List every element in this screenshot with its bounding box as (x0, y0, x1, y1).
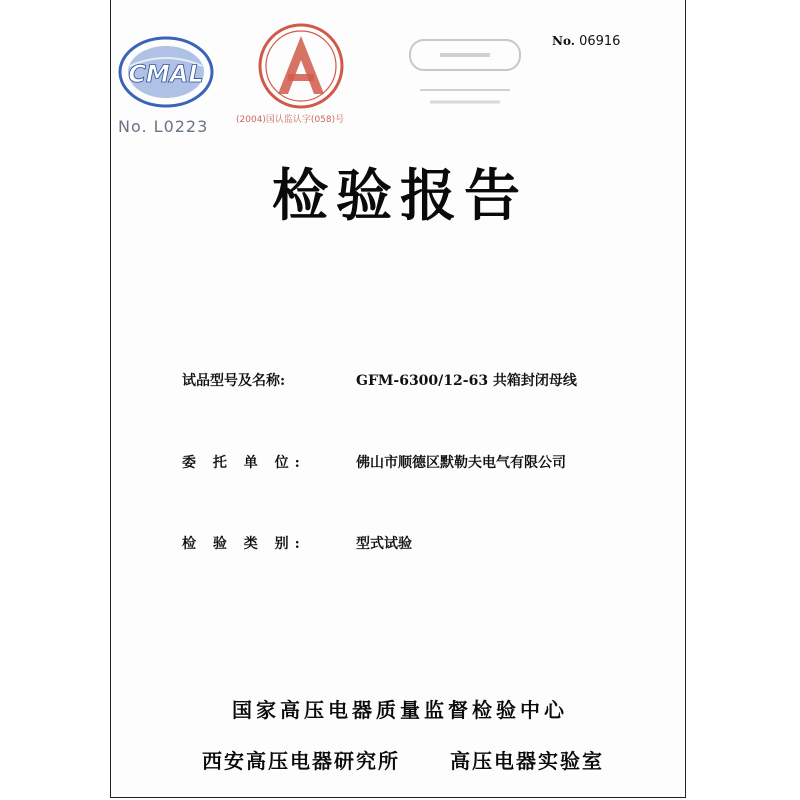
laboratory-name: 高压电器实验室 (450, 749, 604, 773)
page-title: 检验报告 (272, 164, 528, 229)
issuing-center-name: 国家高压电器质量监督检验中心 (232, 698, 568, 722)
report-number-label: No. (552, 34, 575, 48)
client-label: 委 托 单 位: (182, 455, 306, 471)
report-number-value: 06916 (579, 34, 621, 49)
client-value: 佛山市顺德区默勒夫电气有限公司 (356, 455, 566, 471)
faded-stamp-logo (400, 30, 530, 120)
sample-model-value: GFM-6300/12-63 共箱封闭母线 (356, 373, 577, 389)
cma-logo (116, 30, 216, 112)
test-type-label: 检 验 类 别: (182, 536, 306, 552)
report-number (552, 34, 620, 49)
cma-certificate-number: No. L0223 (118, 117, 209, 136)
test-type-value: 型式试验 (356, 536, 412, 552)
cal-logo (250, 20, 352, 114)
institute-name: 西安高压电器研究所 (202, 749, 400, 773)
cal-accreditation-caption: (2004)国认监认字(058)号 (236, 115, 345, 125)
sample-model-label: 试品型号及名称: (182, 373, 286, 389)
cma-logo-text: CMAL (128, 60, 204, 88)
